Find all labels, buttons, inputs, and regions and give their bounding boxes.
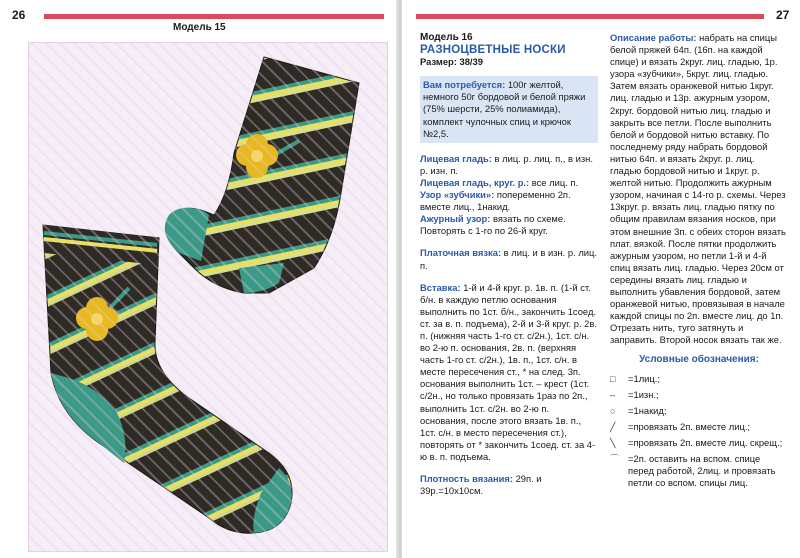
instructions-column-1: [420, 32, 598, 497]
model-label-right: Модель 16: [420, 32, 473, 43]
stitch-label: Лицевая гладь:: [420, 152, 492, 164]
purl-symbol-icon: –: [610, 389, 616, 400]
k2tog-crossed-symbol-icon: ╲: [610, 437, 616, 448]
left-page: [0, 0, 398, 558]
insert-instructions: [420, 282, 598, 463]
legend-text: =2п. оставить на вспом. спице перед работой, 2лиц. и провязать петли со вспом. спицы лиц.: [628, 453, 776, 489]
stitch-text: 29п. и 39р.=10х10см.: [420, 473, 542, 497]
legend-text: =1накид;: [628, 404, 667, 416]
stitch-label: Лицевая гладь, круг. р.:: [420, 176, 530, 188]
stitch-label: Узор «зубчики»:: [420, 189, 495, 201]
header-rule-right: [416, 14, 764, 19]
cable-symbol-icon: ⌒: [610, 454, 620, 464]
materials-label: Вам потребуется:: [423, 79, 506, 91]
stitch-label: Вставка:: [420, 281, 461, 293]
yarn-over-symbol-icon: ○: [610, 405, 616, 416]
size-line: Размер: 38/39: [420, 56, 483, 68]
legend-item: [610, 405, 788, 417]
legend-item: [610, 437, 788, 449]
stitch-text: все лиц. п.: [531, 176, 579, 188]
stitch-label: Плотность вязания:: [420, 473, 513, 484]
legend-item: [610, 453, 788, 489]
stitch-text: вязать по схеме. Повторять с 1-го по 26-й круг.: [420, 213, 566, 237]
legend-item: [610, 389, 788, 401]
socks-photo: [28, 42, 388, 552]
stitch-text: в лиц. р. лиц. п., в изн. р. изн. п.: [420, 152, 593, 176]
pattern-title: РАЗНОЦВЕТНЫЕ НОСКИ: [420, 44, 566, 57]
legend-text: =провязать 2п. вместе лиц. скрещ.;: [628, 436, 783, 448]
knit-symbol-icon: □: [610, 373, 616, 384]
stitch-picot: [420, 189, 598, 213]
stitch-garter: [420, 247, 598, 271]
stitch-text: попеременно 2п. вместе лиц., 1накид.: [420, 189, 571, 213]
page-number-right: 27: [776, 8, 790, 22]
description: [610, 32, 788, 346]
stitch-knit: [420, 153, 598, 177]
page-number-left: 26: [12, 8, 26, 22]
instructions-column-2: [610, 32, 788, 493]
description-label: Описание работы:: [610, 32, 697, 43]
stitch-text: 1-й и 4-й круг. р. 1в. п. (1-й ст. б/н. в каждую петлю основания выполнить по 1ст. б/н., закончить 1соед. ст. за в. п. подъема), 2-й и 3-й круг. р. 2в. п. (нижняя часть 1-го ст. с/2н.), 1ст. с/н. во 2-ю п. основания, 2в. п. (верхняя часть 1-го ст. с/2н.), 1в. п., 1ст. с/н. в месте пересечения ст., * на след. 3п. основания выполнить 1ст. – крест (1ст. с/2н., но только провязать 1раз по 2п., выполнить 1ст. с/2н. во 2-ю п. основания, после этого вязать 1в. п., 1ст. с/н. в место пересечения ст.), повторять от * закончить 1соед. ст. за 4-ю в. п. подъема.: [420, 281, 597, 462]
legend-item: [610, 421, 788, 433]
model-label-left: Модель 15: [173, 22, 226, 33]
description-text: набрать на спицы белой пряжей 64п. (16п. на каждой спице) и вязать 2круг. лиц. гладью, 1р. узора «зубчики», 5круг. лиц. гладью. Затем вязать оранжевой нитью 1круг. лиц. гладью и 13р. ажурным узором, 2круг. бордовой нитью лиц. гладью и закрыть все петли. После выполнить белой и бордовой нитью вставку. По последнему ряду набрать бордовой нитью 64п. и вязать 2круг. р. лиц. гладью бордовой нитью и 1круг. р. желтой нитью. Продолжить ажурным узором, начиная с 14-го р. схемы. Через 13круг. р. вязать лиц. гладью пятку по общим правилам вязания носков, при этом внешние 3п. с обеих сторон вязать плат. вязкой. После пятки продолжить ажурным узором, но петли 1-й и 4-й спиц вязать лиц. гладью. Через 20см от середины вязать лиц. гладью и выполнить убавления бордовой, затем оранжевой нитью, провязывая в начале каждой спицы по 2п. вместе лиц. до 1п. Отрезать нить, туго затянуть и заправить. Второй носок вязать так же.: [610, 32, 786, 346]
stitch-text: в лиц. и в изн. р. лиц. п.: [420, 247, 597, 271]
header-rule-left: [44, 14, 384, 19]
legend-text: =1лиц.;: [628, 372, 660, 384]
socks-illustration: [29, 43, 387, 551]
materials-text: 100г желтой, немного 50г бордовой и белой пряжи (75% шерсти, 25% полиамида), комплект чулочных спиц и крючок №2,5.: [423, 79, 586, 139]
stitch-label: Платочная вязка:: [420, 247, 502, 259]
legend-text: =1изн.;: [628, 388, 659, 400]
stitch-knit-round: [420, 177, 598, 189]
legend-text: =провязать 2п. вместе лиц.;: [628, 420, 751, 432]
k2tog-symbol-icon: ╱: [610, 421, 616, 432]
stitch-lace: [420, 213, 598, 237]
materials-box: [420, 76, 598, 142]
stitch-label: Ажурный узор:: [420, 213, 491, 225]
legend: [610, 354, 788, 489]
legend-item: [610, 373, 788, 385]
legend-title: Условные обозначения:: [639, 354, 759, 366]
gauge: [420, 473, 598, 497]
